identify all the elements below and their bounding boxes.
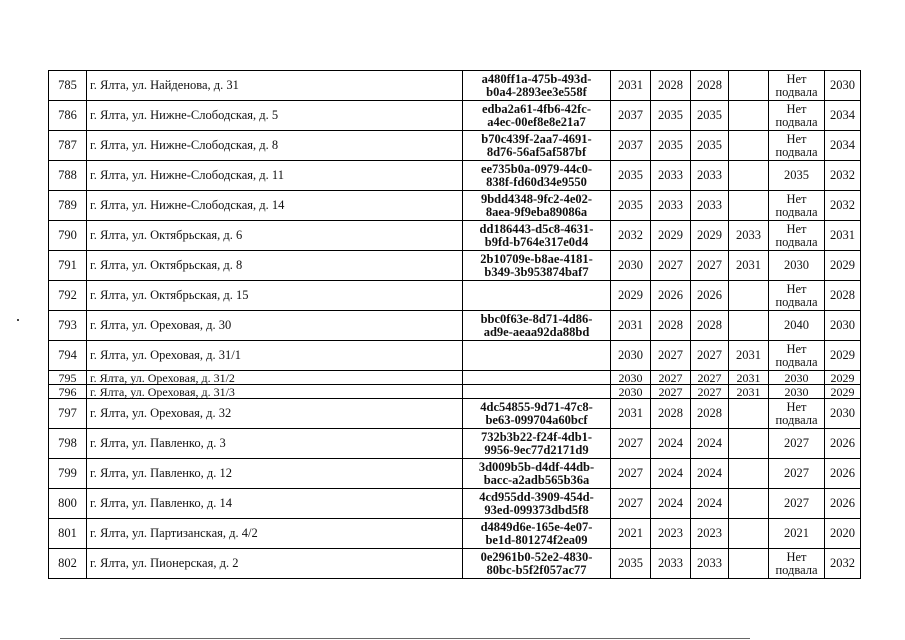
- address-cell: г. Ялта, ул. Павленко, д. 14: [87, 489, 463, 519]
- table-row: [49, 191, 861, 221]
- code-line-1: 3d009b5b-d4df-44db-: [478, 459, 595, 474]
- table-row: [49, 131, 861, 161]
- code-cell: [463, 311, 611, 341]
- year-cell: 2024: [651, 489, 691, 519]
- year-cell: 2024: [691, 489, 729, 519]
- basement-cell: [769, 281, 825, 311]
- table-row: [49, 459, 861, 489]
- code-line-1: dd186443-d5c8-4631-: [479, 221, 594, 236]
- year-cell: 2023: [651, 519, 691, 549]
- year-cell: 2029: [825, 385, 861, 399]
- basement-line-1: 2030: [784, 384, 809, 399]
- code-line-1: 4cd955dd-3909-454d-: [479, 489, 594, 504]
- address-cell: г. Ялта, ул. Ореховая, д. 31/1: [87, 341, 463, 371]
- year-cell: 2035: [611, 549, 651, 579]
- code-line-2: a4ec-00ef8e8e21a7: [487, 114, 586, 129]
- row-number: 792: [49, 281, 87, 311]
- code-line-1: 0e2961b0-52e2-4830-: [480, 549, 593, 564]
- year-cell: 2035: [611, 191, 651, 221]
- address-cell: г. Ялта, ул. Октябрьская, д. 15: [87, 281, 463, 311]
- basement-cell: [769, 399, 825, 429]
- address-cell: г. Ялта, ул. Нижне-Слободская, д. 5: [87, 101, 463, 131]
- table-body: [49, 71, 861, 579]
- table-row: [49, 549, 861, 579]
- address-cell: г. Ялта, ул. Нижне-Слободская, д. 11: [87, 161, 463, 191]
- year-cell: 2028: [691, 311, 729, 341]
- row-number: 793: [49, 311, 87, 341]
- basement-line-2: подвала: [775, 354, 818, 369]
- year-cell: 2031: [611, 311, 651, 341]
- year-cell: 2037: [611, 131, 651, 161]
- code-line-2: 9956-9ec77d2171d9: [484, 442, 589, 457]
- address-cell: г. Ялта, ул. Павленко, д. 3: [87, 429, 463, 459]
- code-cell: [463, 131, 611, 161]
- year-cell: 2027: [691, 341, 729, 371]
- year-cell: 2035: [611, 161, 651, 191]
- row-number: 797: [49, 399, 87, 429]
- basement-cell: [769, 459, 825, 489]
- year-cell: 2028: [691, 399, 729, 429]
- year-cell: 2024: [651, 459, 691, 489]
- year-cell: [729, 459, 769, 489]
- basement-cell: [769, 489, 825, 519]
- year-cell: 2029: [691, 221, 729, 251]
- basement-line-1: 2027: [784, 496, 809, 510]
- table-row: [49, 101, 861, 131]
- code-line-2: be63-099704a60bcf: [485, 412, 588, 427]
- year-cell: 2031: [729, 341, 769, 371]
- code-line-2: ad9e-aeaa92da88bd: [483, 324, 590, 339]
- year-cell: 2033: [651, 549, 691, 579]
- footer-rule: [60, 638, 750, 639]
- row-number: 799: [49, 459, 87, 489]
- year-cell: 2026: [825, 459, 861, 489]
- year-cell: 2026: [825, 429, 861, 459]
- year-cell: 2030: [611, 341, 651, 371]
- code-cell: [463, 549, 611, 579]
- housing-register-table: [48, 70, 861, 579]
- year-cell: 2031: [825, 221, 861, 251]
- year-cell: 2031: [729, 371, 769, 385]
- row-number: 801: [49, 519, 87, 549]
- code-line-2: 80bc-b5f2f057ac77: [486, 562, 587, 577]
- basement-cell: [769, 101, 825, 131]
- basement-line-1: 2030: [784, 370, 809, 385]
- code-line-2: 8aea-9f9eba89086a: [485, 204, 588, 219]
- code-line-1: 9bdd4348-9fc2-4e02-: [480, 191, 593, 206]
- year-cell: 2020: [825, 519, 861, 549]
- year-cell: 2032: [825, 191, 861, 221]
- basement-line-1: 2035: [784, 168, 809, 182]
- code-line-2: be1d-801274f2ea09: [485, 532, 588, 547]
- row-number: 785: [49, 71, 87, 101]
- year-cell: 2033: [729, 221, 769, 251]
- year-cell: 2034: [825, 131, 861, 161]
- year-cell: 2031: [729, 251, 769, 281]
- year-cell: 2037: [611, 101, 651, 131]
- table-row: [49, 221, 861, 251]
- address-cell: г. Ялта, ул. Ореховая, д. 31/3: [87, 385, 463, 399]
- year-cell: [729, 131, 769, 161]
- year-cell: 2026: [651, 281, 691, 311]
- year-cell: 2029: [825, 251, 861, 281]
- table-row: [49, 371, 861, 385]
- year-cell: 2033: [651, 191, 691, 221]
- year-cell: 2026: [691, 281, 729, 311]
- basement-cell: [769, 429, 825, 459]
- row-number: 786: [49, 101, 87, 131]
- year-cell: 2028: [651, 399, 691, 429]
- row-number: 798: [49, 429, 87, 459]
- year-cell: 2030: [611, 371, 651, 385]
- year-cell: 2033: [691, 161, 729, 191]
- year-cell: 2026: [825, 489, 861, 519]
- code-cell: [463, 489, 611, 519]
- year-cell: 2024: [651, 429, 691, 459]
- year-cell: 2027: [691, 371, 729, 385]
- address-cell: г. Ялта, ул. Нижне-Слободская, д. 8: [87, 131, 463, 161]
- table-row: [49, 399, 861, 429]
- row-number: 788: [49, 161, 87, 191]
- year-cell: 2035: [691, 131, 729, 161]
- code-cell: [463, 191, 611, 221]
- year-cell: 2029: [825, 341, 861, 371]
- year-cell: [729, 399, 769, 429]
- row-number: 802: [49, 549, 87, 579]
- year-cell: 2027: [691, 385, 729, 399]
- code-line-1: 2b10709e-b8ae-4181-: [480, 251, 593, 266]
- row-number: 790: [49, 221, 87, 251]
- year-cell: 2027: [611, 459, 651, 489]
- table-row: [49, 429, 861, 459]
- basement-line-1: Нет: [786, 101, 807, 116]
- code-cell: [463, 399, 611, 429]
- year-cell: 2021: [611, 519, 651, 549]
- address-cell: г. Ялта, ул. Ореховая, д. 32: [87, 399, 463, 429]
- basement-line-1: Нет: [786, 191, 807, 206]
- basement-line-1: Нет: [786, 549, 807, 564]
- row-number: 796: [49, 385, 87, 399]
- basement-line-1: Нет: [786, 221, 807, 236]
- basement-cell: [769, 549, 825, 579]
- year-cell: 2030: [825, 311, 861, 341]
- basement-line-2: подвала: [775, 412, 818, 427]
- code-line-1: 4dc54855-9d71-47c8-: [480, 399, 593, 414]
- table-row: [49, 311, 861, 341]
- basement-line-1: Нет: [786, 399, 807, 414]
- basement-line-2: подвала: [775, 114, 818, 129]
- year-cell: 2033: [691, 191, 729, 221]
- basement-cell: [769, 311, 825, 341]
- code-cell: [463, 251, 611, 281]
- table-row: [49, 489, 861, 519]
- address-cell: г. Ялта, ул. Партизанская, д. 4/2: [87, 519, 463, 549]
- year-cell: 2031: [611, 71, 651, 101]
- year-cell: [729, 549, 769, 579]
- code-line-2: bacc-a2adb565b36a: [483, 472, 590, 487]
- code-cell: [463, 341, 611, 371]
- year-cell: 2027: [611, 489, 651, 519]
- code-line-1: ee735b0a-0979-44c0-: [480, 161, 593, 176]
- basement-line-2: подвала: [775, 294, 818, 309]
- year-cell: 2027: [651, 341, 691, 371]
- year-cell: 2032: [825, 549, 861, 579]
- basement-cell: [769, 371, 825, 385]
- basement-cell: [769, 131, 825, 161]
- year-cell: 2027: [651, 371, 691, 385]
- code-cell: [463, 385, 611, 399]
- year-cell: [729, 101, 769, 131]
- year-cell: 2024: [691, 459, 729, 489]
- row-number: 794: [49, 341, 87, 371]
- year-cell: [729, 489, 769, 519]
- year-cell: 2028: [825, 281, 861, 311]
- year-cell: 2033: [691, 549, 729, 579]
- year-cell: 2034: [825, 101, 861, 131]
- code-cell: [463, 221, 611, 251]
- year-cell: 2030: [611, 251, 651, 281]
- address-cell: г. Ялта, ул. Октябрьская, д. 6: [87, 221, 463, 251]
- code-line-2: 838f-fd60d34e9550: [486, 174, 587, 189]
- basement-line-2: подвала: [775, 562, 818, 577]
- code-line-2: b9fd-b764e317e0d4: [484, 234, 589, 249]
- basement-line-1: 2027: [784, 436, 809, 450]
- address-cell: г. Ялта, ул. Пионерская, д. 2: [87, 549, 463, 579]
- code-line-1: b70c439f-2aa7-4691-: [481, 131, 592, 146]
- code-cell: [463, 161, 611, 191]
- basement-cell: [769, 191, 825, 221]
- year-cell: [729, 519, 769, 549]
- scan-speck: [17, 319, 19, 321]
- code-line-2: b349-3b953874baf7: [484, 264, 589, 279]
- year-cell: 2028: [651, 71, 691, 101]
- code-cell: [463, 71, 611, 101]
- year-cell: [729, 71, 769, 101]
- code-line-2: b0a4-2893ee3e558f: [486, 84, 587, 99]
- year-cell: 2030: [825, 399, 861, 429]
- table-row: [49, 341, 861, 371]
- code-cell: [463, 371, 611, 385]
- code-line-2: 93ed-099373dbd5f8: [484, 502, 589, 517]
- row-number: 795: [49, 371, 87, 385]
- year-cell: 2027: [651, 251, 691, 281]
- table-row: [49, 161, 861, 191]
- basement-cell: [769, 341, 825, 371]
- year-cell: [729, 311, 769, 341]
- address-cell: г. Ялта, ул. Октябрьская, д. 8: [87, 251, 463, 281]
- year-cell: 2029: [611, 281, 651, 311]
- year-cell: 2029: [651, 221, 691, 251]
- table-row: [49, 519, 861, 549]
- basement-cell: [769, 161, 825, 191]
- basement-cell: [769, 251, 825, 281]
- year-cell: 2033: [651, 161, 691, 191]
- year-cell: 2035: [651, 131, 691, 161]
- row-number: 800: [49, 489, 87, 519]
- table-row: [49, 251, 861, 281]
- basement-cell: [769, 385, 825, 399]
- basement-line-2: подвала: [775, 144, 818, 159]
- basement-line-2: подвала: [775, 84, 818, 99]
- year-cell: [729, 429, 769, 459]
- year-cell: 2030: [825, 71, 861, 101]
- table-row: [49, 281, 861, 311]
- year-cell: 2029: [825, 371, 861, 385]
- basement-line-1: Нет: [786, 281, 807, 296]
- basement-line-1: 2021: [784, 526, 809, 540]
- code-cell: [463, 519, 611, 549]
- row-number: 791: [49, 251, 87, 281]
- table-row: [49, 71, 861, 101]
- basement-cell: [769, 519, 825, 549]
- year-cell: 2035: [691, 101, 729, 131]
- code-cell: [463, 281, 611, 311]
- code-line-1: a480ff1a-475b-493d-: [481, 71, 592, 86]
- year-cell: 2027: [611, 429, 651, 459]
- year-cell: [729, 281, 769, 311]
- address-cell: г. Ялта, ул. Найденова, д. 31: [87, 71, 463, 101]
- basement-line-1: Нет: [786, 341, 807, 356]
- year-cell: 2028: [691, 71, 729, 101]
- code-cell: [463, 429, 611, 459]
- address-cell: г. Ялта, ул. Павленко, д. 12: [87, 459, 463, 489]
- basement-line-2: подвала: [775, 234, 818, 249]
- code-line-1: edba2a61-4fb6-42fc-: [481, 101, 591, 116]
- basement-line-1: Нет: [786, 71, 807, 86]
- code-line-1: d4849d6e-165e-4e07-: [480, 519, 593, 534]
- year-cell: 2024: [691, 429, 729, 459]
- address-cell: г. Ялта, ул. Нижне-Слободская, д. 14: [87, 191, 463, 221]
- year-cell: 2032: [611, 221, 651, 251]
- year-cell: 2027: [691, 251, 729, 281]
- address-cell: г. Ялта, ул. Ореховая, д. 30: [87, 311, 463, 341]
- code-line-1: bbc0f63e-8d71-4d86-: [480, 311, 593, 326]
- basement-line-1: Нет: [786, 131, 807, 146]
- table-row: [49, 385, 861, 399]
- year-cell: 2035: [651, 101, 691, 131]
- basement-line-1: 2030: [784, 258, 809, 272]
- year-cell: 2023: [691, 519, 729, 549]
- basement-cell: [769, 71, 825, 101]
- code-cell: [463, 459, 611, 489]
- row-number: 787: [49, 131, 87, 161]
- code-cell: [463, 101, 611, 131]
- basement-line-1: 2027: [784, 466, 809, 480]
- row-number: 789: [49, 191, 87, 221]
- year-cell: 2030: [611, 385, 651, 399]
- code-line-2: 8d76-56af5af587bf: [486, 144, 587, 159]
- code-line-1: 732b3b22-f24f-4db1-: [480, 429, 593, 444]
- basement-cell: [769, 221, 825, 251]
- year-cell: 2028: [651, 311, 691, 341]
- year-cell: [729, 191, 769, 221]
- year-cell: 2031: [729, 385, 769, 399]
- basement-line-1: 2040: [784, 318, 809, 332]
- year-cell: 2027: [651, 385, 691, 399]
- year-cell: [729, 161, 769, 191]
- year-cell: 2031: [611, 399, 651, 429]
- basement-line-2: подвала: [775, 204, 818, 219]
- address-cell: г. Ялта, ул. Ореховая, д. 31/2: [87, 371, 463, 385]
- year-cell: 2032: [825, 161, 861, 191]
